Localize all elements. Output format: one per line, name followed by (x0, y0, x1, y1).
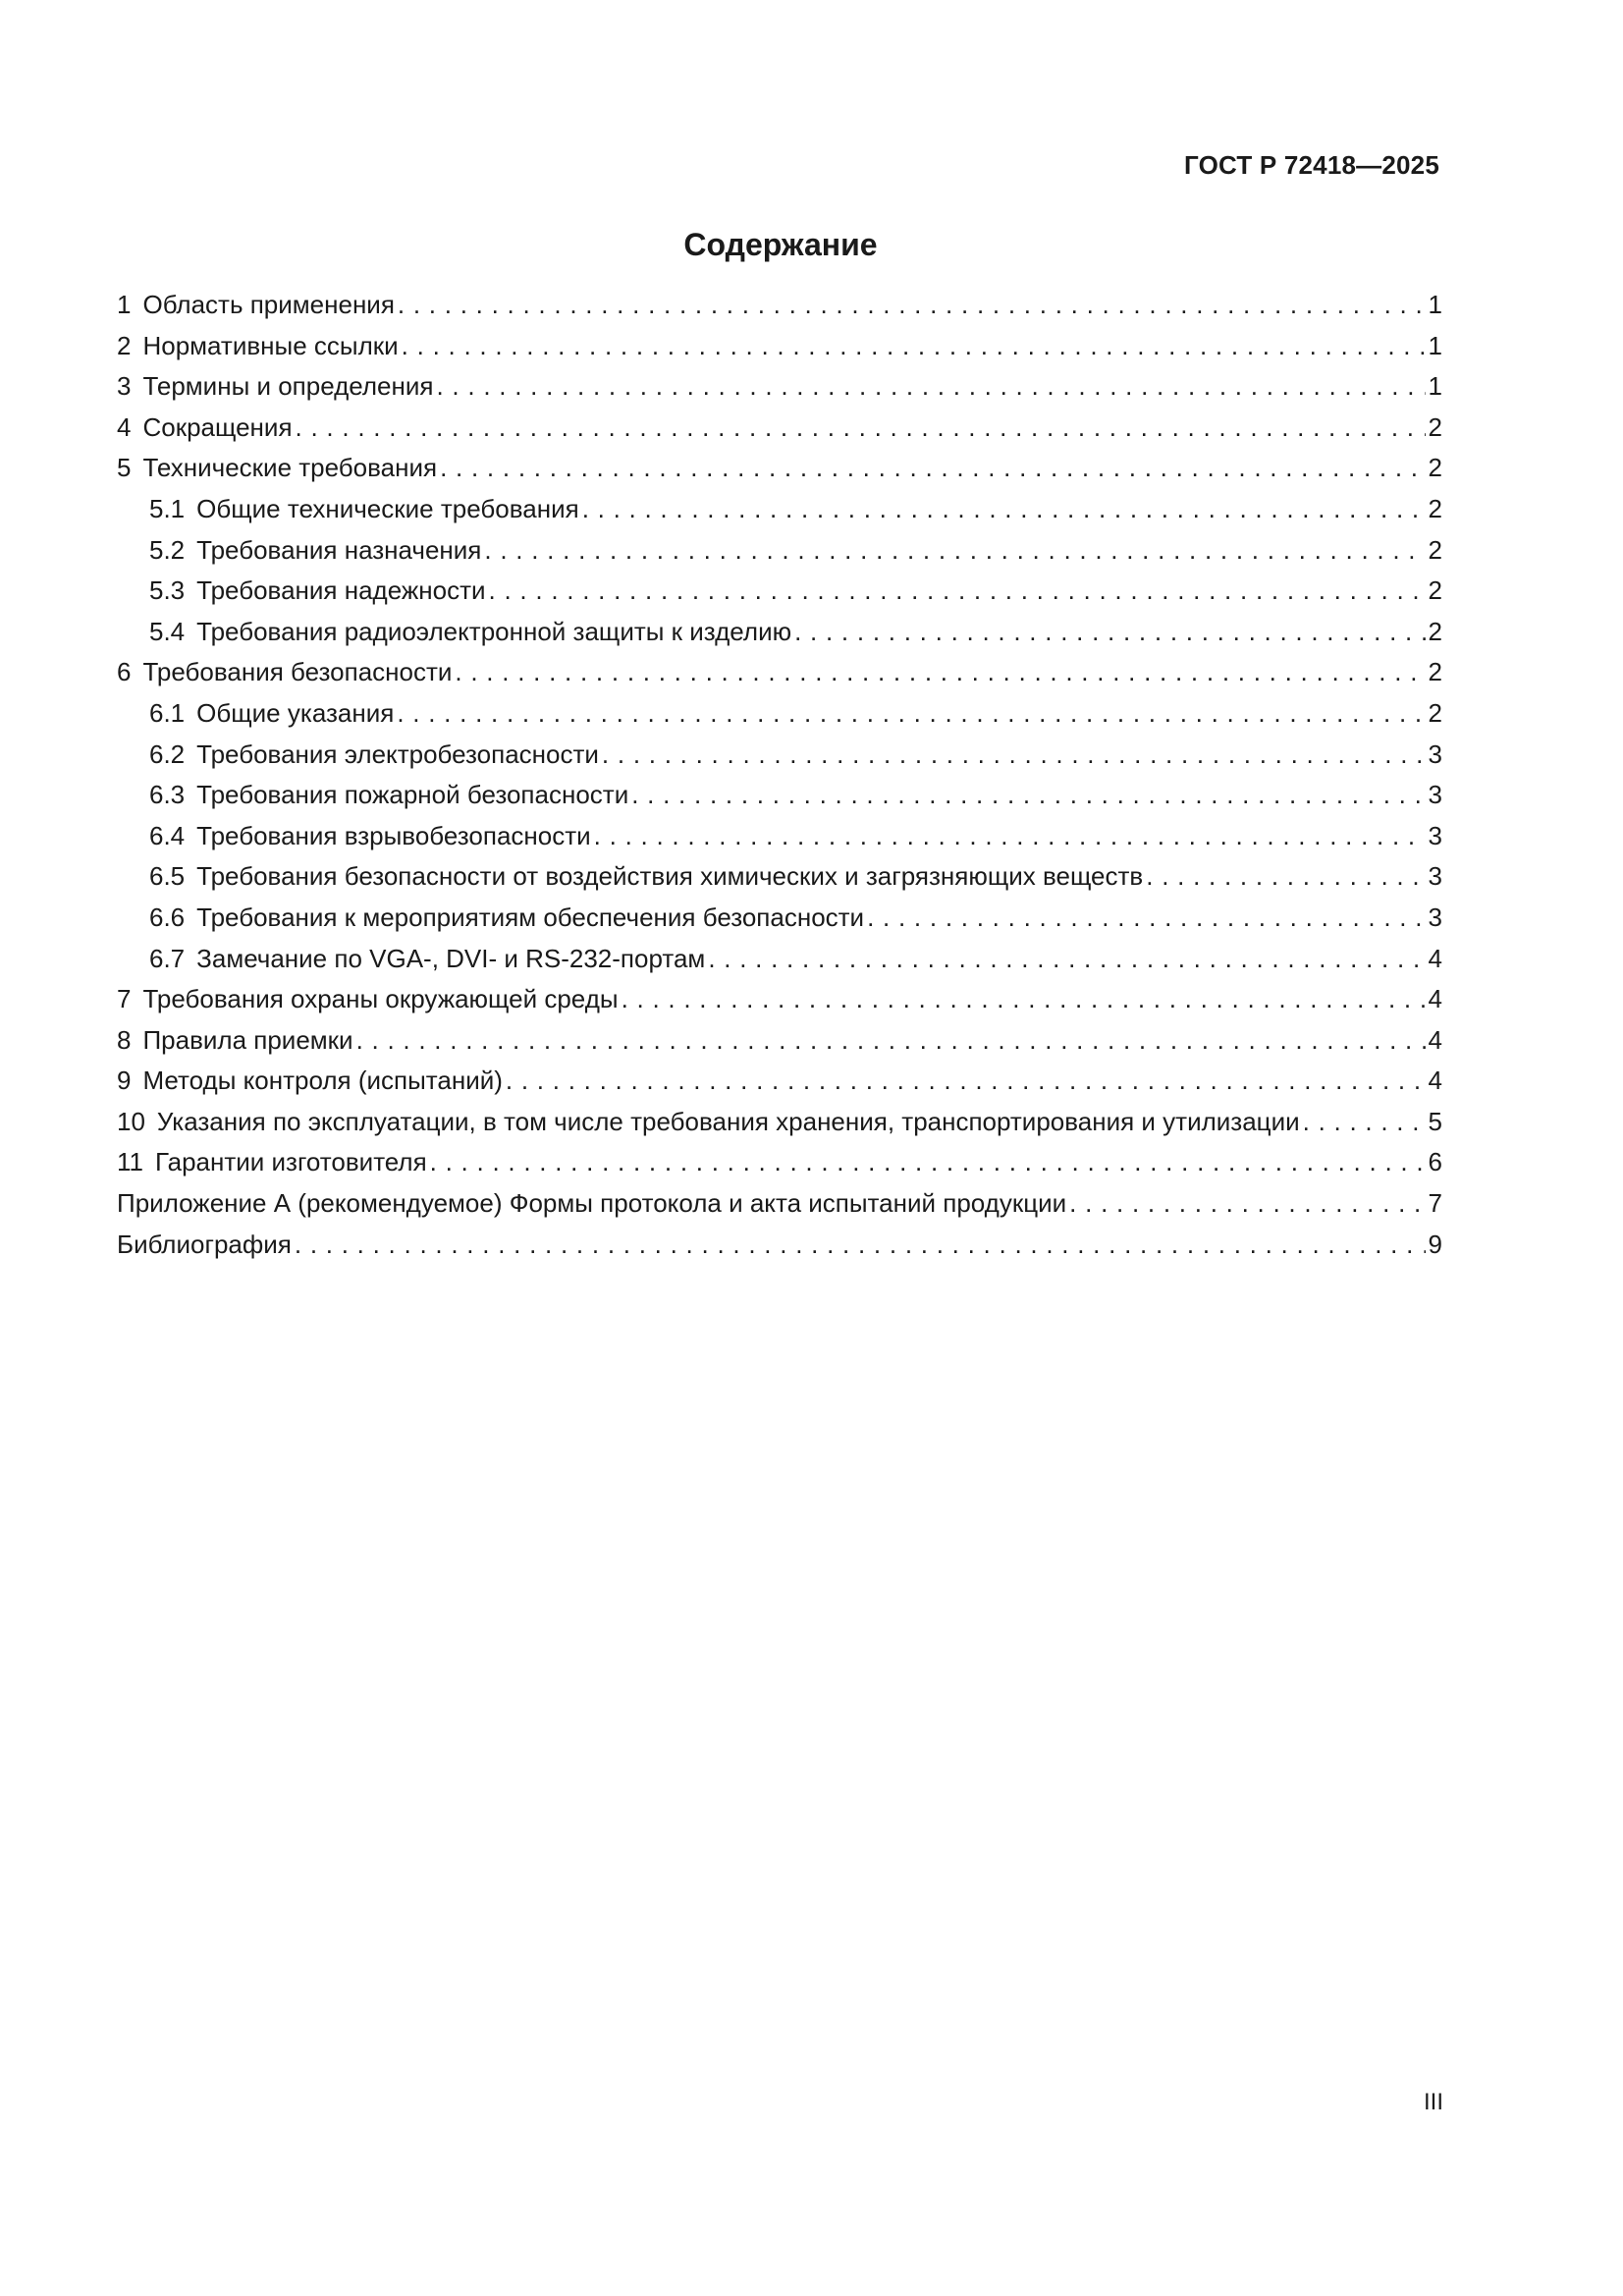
toc-entry-title: Общие указания (196, 697, 395, 728)
toc-entry-number: 2 (117, 330, 132, 360)
toc-dot-leader (506, 1061, 1426, 1102)
toc-dot-leader (484, 530, 1425, 572)
toc-entry-title: Технические требования (142, 453, 438, 483)
toc-dot-leader (356, 1020, 1426, 1062)
toc-entry[interactable] (117, 1020, 1442, 1062)
toc-entry[interactable] (117, 1142, 1442, 1183)
toc-entry-number: 6 (117, 657, 132, 687)
toc-entry-title: Правила приемки (142, 1024, 353, 1055)
toc-entry[interactable] (117, 1225, 1442, 1266)
toc-entry-number: 7 (117, 984, 132, 1014)
toc-entry[interactable] (117, 816, 1442, 857)
toc-dot-leader (402, 326, 1426, 367)
toc-entry-title: Требования к мероприятиям обеспечения безопасности (196, 902, 865, 932)
toc-dot-leader (594, 816, 1426, 857)
toc-dot-leader (430, 1142, 1426, 1183)
toc-entry-page: 2 (1428, 411, 1442, 442)
toc-entry-title: Библиография (117, 1229, 292, 1259)
toc-entry-page: 4 (1428, 1024, 1442, 1055)
toc-dot-leader (1069, 1183, 1425, 1225)
toc-entry[interactable] (117, 1061, 1442, 1102)
toc-dot-leader (708, 939, 1425, 980)
toc-entry-number: 6.6 (149, 902, 186, 932)
toc-entry[interactable] (117, 326, 1442, 367)
toc-entry-title: Указания по эксплуатации, в том числе требования хранения, транспортирования и утилизации (156, 1106, 1300, 1136)
toc-entry-title: Методы контроля (испытаний) (142, 1066, 503, 1096)
toc-entry[interactable] (117, 489, 1442, 530)
toc-entry-number: 3 (117, 371, 132, 402)
toc-entry-number: 5.2 (149, 534, 186, 565)
toc-dot-leader (582, 489, 1426, 530)
toc-entry-page: 3 (1428, 902, 1442, 932)
toc-entry-number: 10 (117, 1106, 145, 1136)
toc-entry-title: Сокращения (142, 411, 293, 442)
toc-entry[interactable] (117, 898, 1442, 939)
toc-entry[interactable] (117, 1102, 1442, 1143)
toc-entry[interactable] (117, 939, 1442, 980)
toc-entry[interactable] (117, 856, 1442, 898)
toc-entry-title: Нормативные ссылки (142, 330, 399, 360)
toc-entry-title: Замечание по VGA-, DVI- и RS-232-портам (196, 943, 706, 973)
toc-entry-page: 4 (1428, 1066, 1442, 1096)
toc-entry[interactable] (117, 652, 1442, 693)
toc-dot-leader (296, 408, 1426, 449)
toc-entry-page: 1 (1428, 330, 1442, 360)
toc-entry-page: 5 (1428, 1106, 1442, 1136)
toc-entry-page: 3 (1428, 738, 1442, 769)
toc-entry-title: Общие технические требования (196, 493, 579, 523)
toc-dot-leader (622, 979, 1426, 1020)
toc-dot-leader (436, 366, 1425, 408)
toc-entry-title: Область применения (142, 290, 395, 319)
toc-entry-page: 1 (1428, 371, 1442, 402)
toc-entry[interactable] (117, 775, 1442, 816)
toc-dot-leader (455, 652, 1425, 693)
toc-entry-number: 6.4 (149, 820, 186, 850)
toc-title: Содержание (683, 227, 878, 262)
toc-entry-page: 6 (1428, 1147, 1442, 1177)
toc-entry-page: 2 (1428, 453, 1442, 483)
toc-entry-title: Требования пожарной безопасности (196, 780, 629, 810)
toc-entry-page: 3 (1428, 861, 1442, 892)
toc-entry-title: Требования радиоэлектронной защиты к изделию (196, 616, 792, 646)
toc-entry-page: 4 (1428, 943, 1442, 973)
toc-entry-title: Гарантии изготовителя (155, 1147, 427, 1177)
toc-dot-leader (1146, 856, 1425, 898)
toc-entry-number: 6.7 (149, 943, 186, 973)
toc-entry-number: 4 (117, 411, 132, 442)
toc-entry-number: 8 (117, 1024, 132, 1055)
toc-dot-leader (397, 693, 1425, 735)
toc-entry-title: Приложение А (рекомендуемое) Формы протокола и акта испытаний продукции (117, 1188, 1067, 1219)
toc-entry[interactable] (117, 693, 1442, 735)
toc-entry[interactable] (117, 408, 1442, 449)
toc-entry-number: 6.1 (149, 697, 186, 728)
toc-entry-title: Требования взрывобезопасности (196, 820, 591, 850)
toc-entry[interactable] (117, 735, 1442, 776)
toc-entry-number: 6.5 (149, 861, 186, 892)
toc-entry-title: Требования надежности (196, 575, 486, 606)
table-of-contents (117, 285, 1442, 1265)
toc-entry-number: 11 (117, 1147, 143, 1177)
toc-dot-leader (489, 571, 1426, 612)
toc-entry-page: 9 (1428, 1229, 1442, 1259)
toc-entry-page: 2 (1428, 493, 1442, 523)
toc-entry-page: 1 (1428, 290, 1442, 319)
toc-entry-page: 3 (1428, 820, 1442, 850)
toc-dot-leader (867, 898, 1425, 939)
toc-entry-title: Требования безопасности (142, 657, 453, 687)
toc-entry[interactable] (117, 448, 1442, 489)
toc-dot-leader (295, 1225, 1426, 1266)
toc-entry-number: 9 (117, 1066, 132, 1096)
toc-dot-leader (398, 285, 1426, 326)
page-number: III (1423, 2089, 1443, 2115)
toc-entry-title: Требования назначения (196, 534, 482, 565)
toc-entry-title: Термины и определения (142, 371, 434, 402)
toc-dot-leader (440, 448, 1425, 489)
toc-entry-page: 2 (1428, 534, 1442, 565)
toc-dot-leader (794, 612, 1425, 653)
toc-entry-page: 3 (1428, 780, 1442, 810)
toc-dot-leader (1303, 1102, 1426, 1143)
toc-entry-number: 5 (117, 453, 132, 483)
toc-entry-page: 7 (1428, 1188, 1442, 1219)
document-code: ГОСТ Р 72418—2025 (1184, 150, 1439, 180)
toc-entry-title: Требования безопасности от воздействия химических и загрязняющих веществ (196, 861, 1144, 892)
toc-dot-leader (602, 735, 1426, 776)
toc-entry-page: 2 (1428, 616, 1442, 646)
toc-entry[interactable] (117, 285, 1442, 326)
toc-entry[interactable] (117, 612, 1442, 653)
toc-entry-number: 6.2 (149, 738, 186, 769)
toc-entry-title: Требования охраны окружающей среды (142, 984, 619, 1014)
toc-entry-number: 6.3 (149, 780, 186, 810)
toc-entry-page: 2 (1428, 657, 1442, 687)
toc-entry[interactable] (117, 571, 1442, 612)
toc-entry-page: 2 (1428, 575, 1442, 606)
toc-entry-page: 2 (1428, 697, 1442, 728)
toc-entry[interactable] (117, 1183, 1442, 1225)
toc-entry[interactable] (117, 366, 1442, 408)
toc-entry-number: 5.1 (149, 493, 186, 523)
toc-entry-title: Требования электробезопасности (196, 738, 599, 769)
toc-entry[interactable] (117, 979, 1442, 1020)
toc-entry-number: 5.3 (149, 575, 186, 606)
toc-entry-page: 4 (1428, 984, 1442, 1014)
toc-entry-number: 5.4 (149, 616, 186, 646)
toc-dot-leader (631, 775, 1425, 816)
toc-entry-number: 1 (117, 290, 132, 319)
toc-entry[interactable] (117, 530, 1442, 572)
